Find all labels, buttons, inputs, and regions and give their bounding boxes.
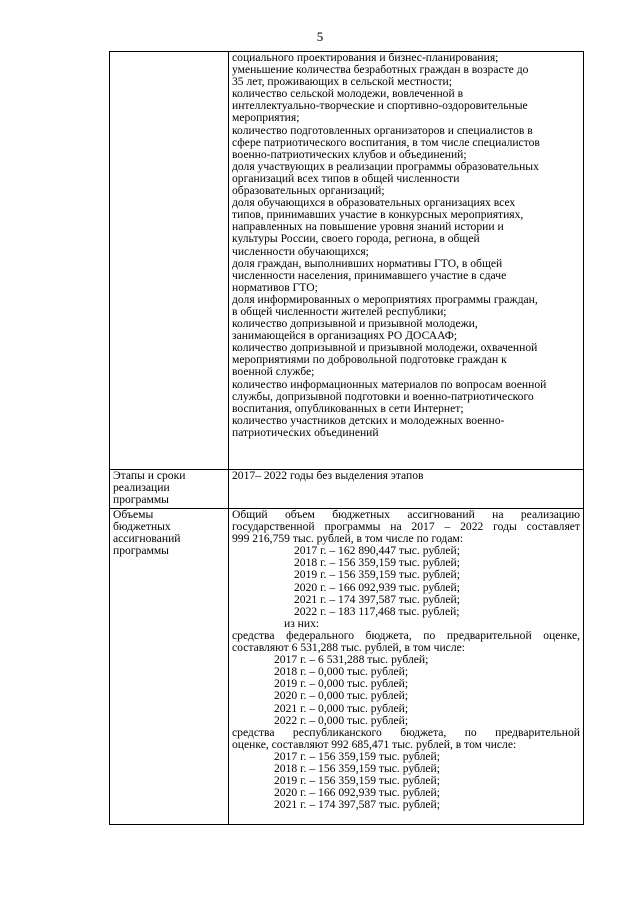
federal-by-year-list <box>232 654 580 727</box>
indicator-line: мероприятиями по добровольной подготовке граждан к <box>232 353 507 367</box>
year-amount-line: 2018 г. – 156 359,159 тыс. рублей; <box>274 761 440 775</box>
indicator-line: воспитания, опубликованных в сети Интернет; <box>232 401 464 415</box>
year-amount-line: 2020 г. – 166 092,939 тыс. рублей; <box>274 786 440 800</box>
label-line: программы <box>113 544 169 558</box>
indicator-line: образовательных организаций; <box>232 184 385 198</box>
passport-table <box>109 51 584 825</box>
row-label-cell <box>110 470 229 509</box>
funding-intro-line: 999 216,759 тыс. рублей, в том числе по годам: <box>232 532 464 546</box>
republic-by-year-list <box>232 751 580 811</box>
year-amount-line: 2017 г. – 156 359,159 тыс. рублей; <box>274 749 440 763</box>
indicators-list <box>232 52 580 439</box>
indicator-line: количество информационных материалов по вопросам военной <box>232 377 547 391</box>
federal-intro-line: составляют 6 531,288 тыс. рублей, в том числе: <box>232 641 465 655</box>
indicator-line: занимающейся в организациях РО ДОСААФ; <box>232 329 458 343</box>
table-row <box>110 52 584 470</box>
year-amount-line: 2019 г. – 156 359,159 тыс. рублей; <box>294 568 460 582</box>
of-them-label: из них: <box>284 616 320 630</box>
indicator-line: количество подготовленных организаторов и специалистов в <box>232 123 533 137</box>
indicator-line: организаций всех типов в общей численности <box>232 171 460 185</box>
indicator-line: в общей численности жителей республики; <box>232 304 447 318</box>
funding-cell <box>229 509 584 825</box>
indicator-line: уменьшение количества безработных граждан в возрасте до <box>232 63 529 77</box>
label-line: Объемы <box>113 508 154 521</box>
label-line: реализации <box>113 481 170 495</box>
republic-intro-line: оценке, составляют 992 685,471 тыс. рублей, в том числе: <box>232 737 517 751</box>
indicator-line: доля участвующих в реализации программы образовательных <box>232 159 539 173</box>
indicator-line: мероприятия; <box>232 111 300 125</box>
federal-intro-line: средства федерального бюджета, по предварительной оценке, <box>232 628 580 642</box>
indicator-line: военно-патриотических клубов и объединений; <box>232 147 467 161</box>
year-amount-line: 2019 г. – 0,000 тыс. рублей; <box>274 677 409 691</box>
label-line: ассигнований <box>113 532 181 546</box>
indicator-line: количество допризывной и призывной молодежи, <box>232 317 478 331</box>
year-amount-line: 2021 г. – 174 397,587 тыс. рублей; <box>294 592 460 606</box>
indicator-line: службы, допризывной подготовки и военно-патриотического <box>232 389 534 403</box>
indicator-line: доля граждан, выполнивших нормативы ГТО, в общей <box>232 256 503 270</box>
indicator-line: доля информированных о мероприятиях программы граждан, <box>232 292 538 306</box>
stages-cell <box>229 470 584 509</box>
indicator-line: доля обучающихся в образовательных организациях всех <box>232 196 516 210</box>
indicator-line: патриотических объединений <box>232 425 379 439</box>
indicator-line: направленных на повышение уровня знаний истории и <box>232 220 504 234</box>
indicator-line: количество участников детских и молодежных военно- <box>232 413 505 427</box>
row-label-cell <box>110 52 229 470</box>
label-line: бюджетных <box>113 520 171 534</box>
page-number: 5 <box>316 29 324 44</box>
year-amount-line: 2018 г. – 0,000 тыс. рублей; <box>274 665 409 679</box>
stages-text: 2017– 2022 годы без выделения этапов <box>232 469 424 482</box>
indicator-line: количество допризывной и призывной молодежи, охваченной <box>232 341 538 355</box>
year-amount-line: 2017 г. – 6 531,288 тыс. рублей; <box>274 653 429 667</box>
year-amount-line: 2022 г. – 0,000 тыс. рублей; <box>274 713 409 727</box>
indicator-line: типов, принимавших участие в конкурсных мероприятиях, <box>232 208 524 222</box>
indicator-line: культуры России, своего города, региона, в общей <box>232 232 480 246</box>
indicator-line: численности населения, принимавшего участие в сдаче <box>232 268 507 282</box>
indicator-line: социального проектирования и бизнес-планирования; <box>232 51 499 64</box>
funding-intro-line: государственной программы на 2017 – 2022 годы составляет <box>232 520 580 534</box>
indicator-line: сфере патриотического воспитания, в том числе специалистов <box>232 135 540 149</box>
label-line: программы <box>113 493 169 507</box>
year-amount-line: 2021 г. – 0,000 тыс. рублей; <box>274 701 409 715</box>
row-label-cell <box>110 509 229 825</box>
year-amount-line: 2022 г. – 183 117,468 тыс. рублей; <box>294 604 460 618</box>
year-amount-line: 2017 г. – 162 890,447 тыс. рублей; <box>294 544 460 558</box>
indicator-line: военной службе; <box>232 365 315 379</box>
label-line: Этапы и сроки <box>113 469 186 482</box>
funding-intro-line: Общий объем бюджетных ассигнований на реализацию <box>232 508 580 521</box>
republic-intro-line: средства республиканского бюджета, по предварительной <box>232 725 580 739</box>
year-amount-line: 2019 г. – 156 359,159 тыс. рублей; <box>274 774 440 788</box>
indicator-line: 35 лет, проживающих в сельской местности; <box>232 75 452 89</box>
year-amount-line: 2020 г. – 0,000 тыс. рублей; <box>274 689 409 703</box>
indicator-line: нормативов ГТО; <box>232 280 318 294</box>
table-row <box>110 509 584 825</box>
indicator-line: численности обучающихся; <box>232 244 369 258</box>
year-amount-line: 2018 г. – 156 359,159 тыс. рублей; <box>294 556 460 570</box>
table-row <box>110 470 584 509</box>
indicator-line: количество сельской молодежи, вовлеченной в <box>232 87 464 101</box>
total-by-year-list <box>232 545 580 618</box>
year-amount-line: 2020 г. – 166 092,939 тыс. рублей; <box>294 580 460 594</box>
year-amount-line: 2021 г. – 174 397,587 тыс. рублей; <box>274 798 440 812</box>
indicator-line: интеллектуально-творческие и спортивно-оздоровительные <box>232 99 528 113</box>
indicators-cell <box>229 52 584 470</box>
